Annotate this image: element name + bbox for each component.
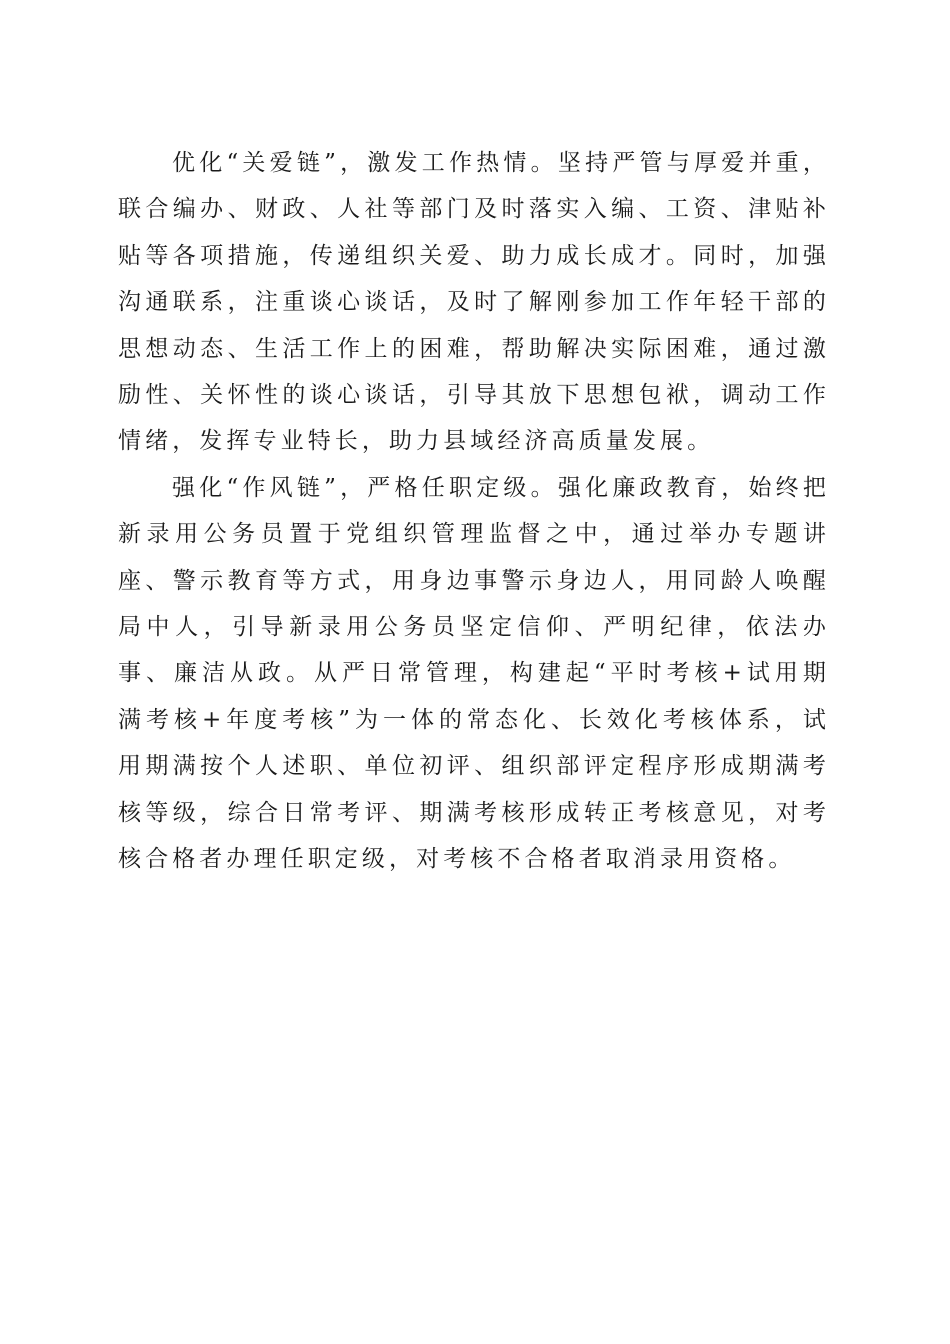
paragraph-style-chain: 强化“作风链”，严格任职定级。强化廉政教育，始终把新录用公务员置于党组织管理监督之中，通过举办专题讲座、警示教育等方式，用身边事警示身边人，用同龄人唤醒局中人，引导新录用公务员坚定信仰、严明纪律，依法办事、廉洁从政。从严日常管理，构建起“平时考核+试用期满考核+年度考核”为一体的常态化、长效化考核体系，试用期满按个人述职、单位初评、组织部评定程序形成期满考核等级，综合日常考评、期满考核形成转正考核意见，对考核合格者办理任职定级，对考核不合格者取消录用资格。 (118, 474, 830, 873)
paragraph-care-chain: 优化“关爱链”，激发工作热情。坚持严管与厚爱并重，联合编办、财政、人社等部门及时落实入编、工资、津贴补贴等各项措施，传递组织关爱、助力成长成才。同时，加强沟通联系，注重谈心谈话，及时了解刚参加工作年轻干部的思想动态、生活工作上的困难，帮助解决实际困难，通过激励性、关怀性的谈心谈话，引导其放下思想包袱，调动工作情绪，发挥专业特长，助力县域经济高质量发展。 (118, 150, 830, 455)
document-body (118, 140, 830, 883)
